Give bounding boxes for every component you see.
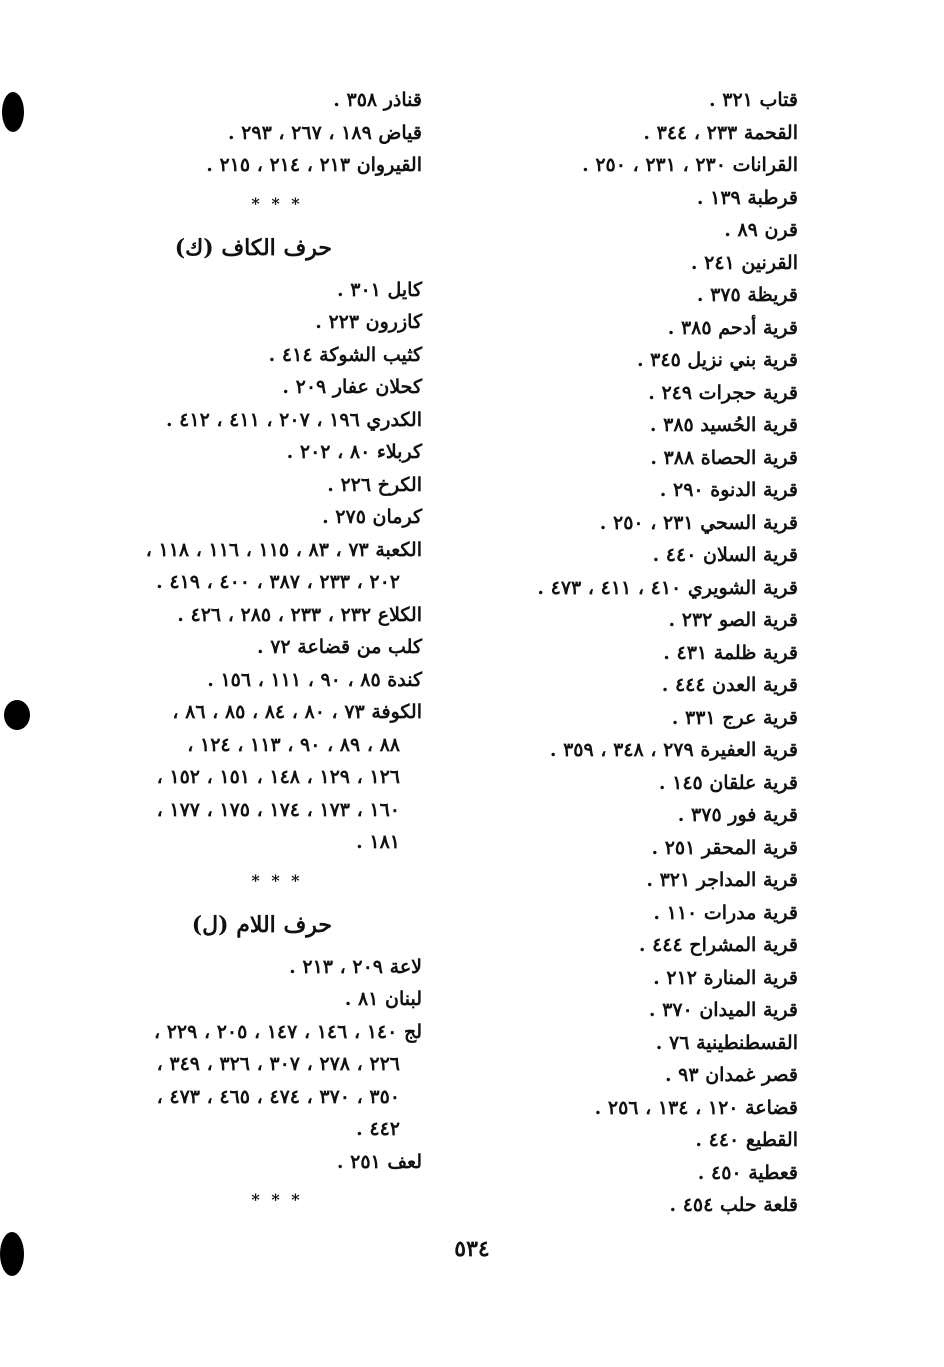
index-entry: كثيب الشوكة ٤١٤ . xyxy=(268,343,422,366)
index-entry: القطيع ٤٤٠ . xyxy=(695,1129,798,1151)
index-entry: قلعة حلب ٤٥٤ . xyxy=(669,1194,798,1216)
section-separator: * * * xyxy=(251,870,303,890)
index-entry: قريظة ٣٧٥ . xyxy=(696,284,798,306)
index-entry: قرية بني نزيل ٣٤٥ . xyxy=(636,349,798,371)
ink-blot xyxy=(0,1232,24,1276)
index-entry: قرن ٨٩ . xyxy=(724,219,798,241)
index-entry: القيروان ٢١٣ ، ٢١٤ ، ٢١٥ . xyxy=(206,154,422,176)
index-entry: كربلاء ٨٠ ، ٢٠٢ . xyxy=(286,441,422,463)
section-separator: * * * xyxy=(251,1190,303,1209)
index-entry-continuation: ٣٥٠ ، ٣٧٠ ، ٤٧٤ ، ٤٦٥ ، ٤٧٣ ، xyxy=(156,1085,400,1108)
index-entry: كحلان عفار ٢٠٩ . xyxy=(282,376,422,398)
index-entry: قعطية ٤٥٠ . xyxy=(697,1161,798,1184)
index-entry: كازرون ٢٢٣ . xyxy=(315,311,422,333)
index-entry: قرية فور ٣٧٥ . xyxy=(677,804,798,826)
index-entry: قرية الميدان ٣٧٠ . xyxy=(648,999,798,1021)
index-entry: الكدري ١٩٦ ، ٢٠٧ ، ٤١١ ، ٤١٢ . xyxy=(165,408,422,431)
index-entry: القرانات ٢٣٠ ، ٢٣١ ، ٢٥٠ . xyxy=(582,154,798,176)
index-entry-continuation: ١٨١ . xyxy=(356,831,400,853)
index-entry: قرية المحقر ٢٥١ . xyxy=(651,836,798,859)
index-entry: القحمة ٢٣٣ ، ٣٤٤ . xyxy=(643,121,798,144)
index-entry: الكرخ ٢٢٦ . xyxy=(327,473,422,496)
index-entry: قرية مدرات ١١٠ . xyxy=(653,901,798,924)
index-entry: قرية الحُسيد ٣٨٥ . xyxy=(649,414,798,436)
section-separator: * * * xyxy=(251,193,303,213)
index-entry: قرية السلان ٤٤٠ . xyxy=(652,544,798,566)
index-entry: قناذر ٣٥٨ . xyxy=(333,89,422,111)
index-entry: قرية الصو ٢٣٢ . xyxy=(668,609,798,631)
index-entry: لاعة ٢٠٩ ، ٢١٣ . xyxy=(289,955,422,978)
index-entry: قرية الدنوة ٢٩٠ . xyxy=(659,479,798,501)
index-entry: قياض ١٨٩ ، ٢٦٧ ، ٢٩٣ . xyxy=(227,121,422,144)
index-column-right xyxy=(378,84,798,1222)
index-entry: قرية الحصاة ٣٨٨ . xyxy=(650,446,798,469)
index-entry: قرية علقان ١٤٥ . xyxy=(658,771,798,794)
index-entry: قرية الشويري ٤١٠ ، ٤١١ ، ٤٧٣ . xyxy=(537,576,798,599)
index-entry: قرية المشراح ٤٤٤ . xyxy=(638,934,798,956)
index-entry: كلب من قضاعة ٧٢ . xyxy=(256,636,422,658)
section-heading-kaf: حرف الكاف (ك) xyxy=(174,234,332,261)
index-column-left xyxy=(92,84,422,1222)
index-entry: قرية عرج ٣٣١ . xyxy=(671,706,798,729)
index-entry: الكعبة ٧٣ ، ٨٣ ، ١١٥ ، ١١٦ ، ١١٨ ، xyxy=(145,538,422,561)
index-entry: قضاعة ١٢٠ ، ١٣٤ ، ٢٥٦ . xyxy=(594,1096,798,1119)
index-entry: قرية المداجر ٣٢١ . xyxy=(646,869,798,891)
index-entry: لعف ٢٥١ . xyxy=(336,1150,422,1173)
index-entry: لبنان ٨١ . xyxy=(344,988,422,1010)
ink-blot xyxy=(2,92,24,132)
index-entry: كندة ٨٥ ، ٩٠ ، ١١١ ، ١٥٦ . xyxy=(207,668,422,691)
index-entry: كرمان ٢٧٥ . xyxy=(322,506,422,528)
index-entry: لج ١٤٠ ، ١٤٦ ، ١٤٧ ، ٢٠٥ ، ٢٢٩ ، xyxy=(153,1020,422,1043)
page-number: ٥٣٤ xyxy=(454,1236,490,1262)
index-entry: القرنين ٢٤١ . xyxy=(690,251,798,274)
index-entry-continuation: ٢٠٢ ، ٢٣٣ ، ٣٨٧ ، ٤٠٠ ، ٤١٩ . xyxy=(156,571,400,593)
index-entry: قرية العدن ٤٤٤ . xyxy=(661,674,798,696)
ink-blot xyxy=(4,700,30,730)
index-entry: قرطبة ١٣٩ . xyxy=(696,186,798,209)
index-entry: قرية ظلمة ٤٣١ . xyxy=(663,641,798,664)
index-entry-continuation: ٢٢٦ ، ٢٧٨ ، ٣٠٧ ، ٣٢٦ ، ٣٤٩ ، xyxy=(156,1053,400,1075)
index-entry: قتاب ٣٢١ . xyxy=(709,89,798,111)
index-entry: قصر غمدان ٩٣ . xyxy=(664,1064,798,1086)
index-entry: قرية العفيرة ٢٧٩ ، ٣٤٨ ، ٣٥٩ . xyxy=(549,739,798,761)
index-entry-continuation: ١٦٠ ، ١٧٣ ، ١٧٤ ، ١٧٥ ، ١٧٧ ، xyxy=(156,798,400,821)
index-entry-continuation: ٤٤٢ . xyxy=(356,1118,400,1140)
index-entry: كايل ٣٠١ . xyxy=(337,278,422,301)
index-entry: قرية أدحم ٣٨٥ . xyxy=(667,316,798,339)
index-entry: الكوفة ٧٣ ، ٨٠ ، ٨٤ ، ٨٥ ، ٨٦ ، xyxy=(172,701,422,723)
index-entry: القسطنطينية ٧٦ . xyxy=(655,1031,798,1054)
index-entry-continuation: ٨٨ ، ٨٩ ، ٩٠ ، ١١٣ ، ١٢٤ ، xyxy=(187,733,400,756)
index-entry: الكلاع ٢٣٢ ، ٢٣٣ ، ٢٨٥ ، ٤٢٦ . xyxy=(177,603,422,626)
index-entry: قرية المنارة ٢١٢ . xyxy=(653,966,798,989)
index-entry-continuation: ١٢٦ ، ١٢٩ ، ١٤٨ ، ١٥١ ، ١٥٢ ، xyxy=(156,766,400,788)
index-entry: قرية حجرات ٢٤٩ . xyxy=(648,381,798,404)
index-entry: قرية السحي ٢٣١ ، ٢٥٠ . xyxy=(599,511,798,534)
section-heading-lam: حرف اللام (ل) xyxy=(191,911,332,938)
